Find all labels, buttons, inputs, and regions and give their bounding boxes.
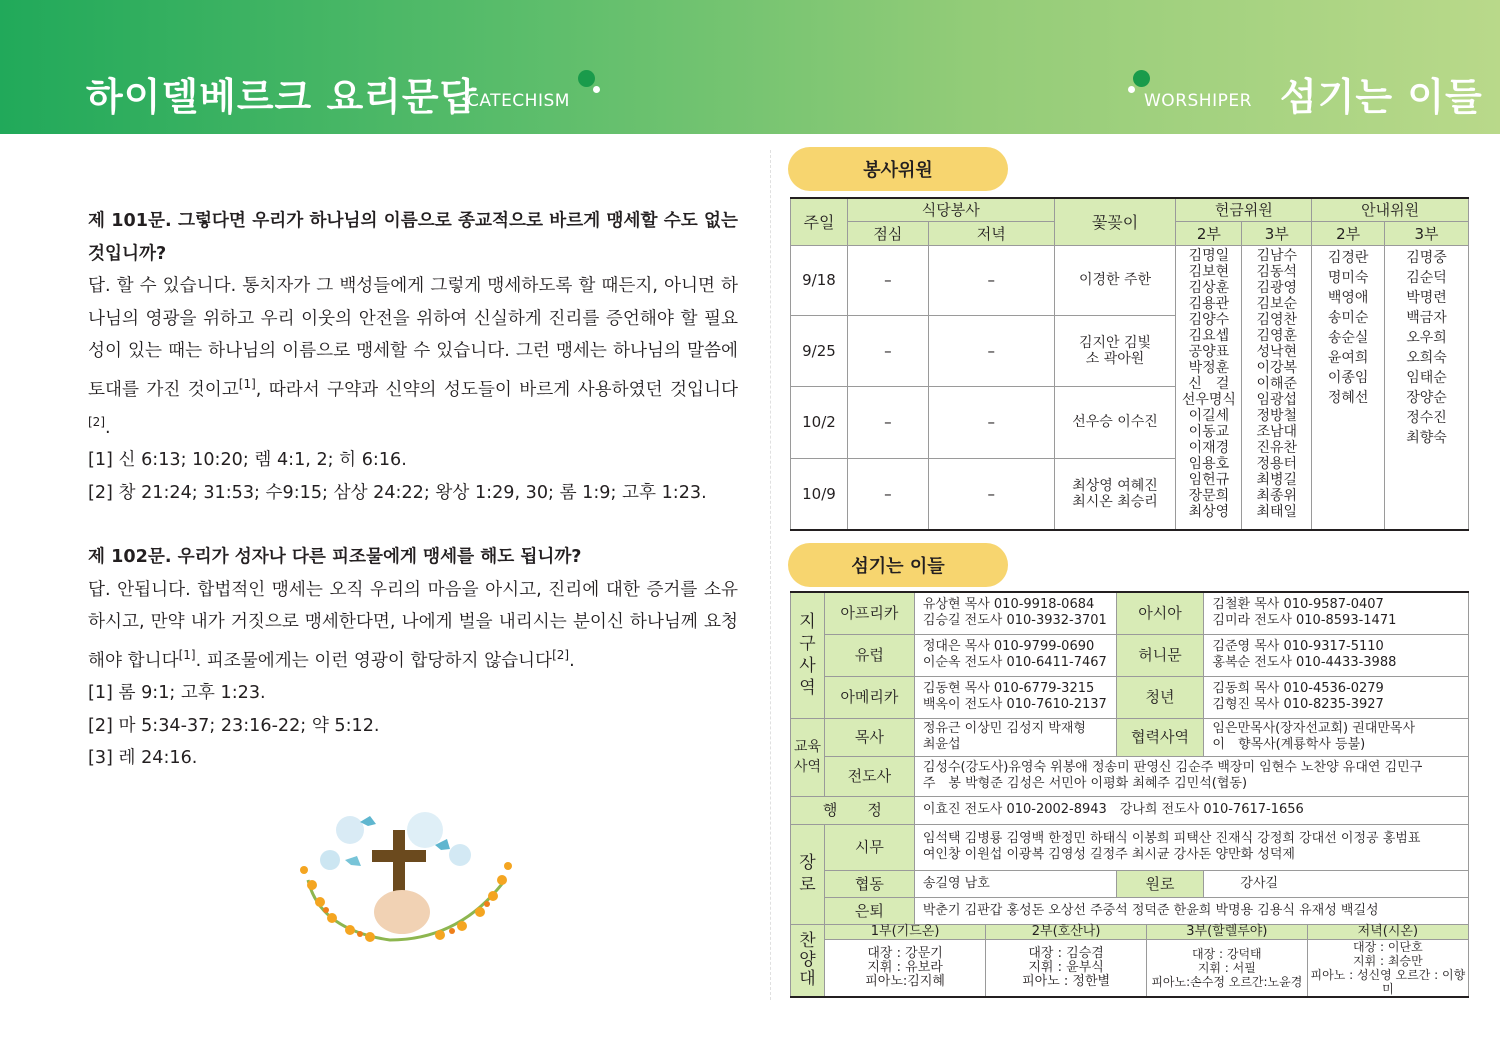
col-offering: 헌금위원	[1176, 198, 1312, 221]
names-line: 김성수(강도사)유영숙 위봉애 정송미 판영신 김순주 백장미 임현수 노찬양 유대연 김민구	[922, 760, 1423, 775]
choir-line: 지휘 : 유보라	[867, 959, 943, 975]
green-dot-decoration	[578, 70, 595, 87]
america-contacts	[914, 676, 1116, 718]
choir-line: 피아노 : 성신영 오르간 : 이향미	[1310, 967, 1466, 996]
worshiper-title: 섬기는 이들	[1280, 75, 1483, 119]
choir-1-staff	[825, 939, 986, 996]
row-date: 10/2	[791, 386, 848, 458]
contact-line: 김동희 목사 010-4536-0279	[1212, 681, 1384, 696]
row-flower: 김지안 김빛소 곽아원	[1054, 315, 1176, 386]
service-table	[790, 197, 1469, 531]
reference-102-1: [1] 롬 9:1; 고후 1:23.	[88, 683, 266, 704]
contact-line: 김준영 목사 010-9317-5110	[1212, 639, 1384, 654]
choir-cell	[824, 924, 1468, 997]
region-america: 아메리카	[824, 676, 914, 718]
row-lunch: –	[847, 386, 928, 458]
contact-line: 김미라 전도사 010-8593-1471	[1212, 613, 1397, 629]
choir-table	[825, 925, 1468, 996]
footnote-marker: [2]	[552, 647, 570, 662]
youth-contacts	[1204, 676, 1469, 718]
row-flower: 최상영 여혜진 최시온 최승리	[1054, 458, 1176, 530]
contact-line: 이순옥 전도사 010-6411-7467	[922, 655, 1107, 670]
answer-101-text: , 따라서 구약과 신약의 성도들이 바르게 사용하였던 것입니다	[255, 379, 739, 400]
row-flower: 이경한 주한	[1054, 245, 1176, 315]
page-header	[0, 0, 1500, 134]
white-dot-decoration	[593, 86, 600, 93]
role-senior-elder: 원로	[1116, 870, 1204, 897]
contact-line: 김동현 목사 010-6779-3215	[922, 681, 1095, 696]
role-admin: 행 정	[791, 796, 915, 824]
choir-line: 지휘 : 최승만	[1353, 953, 1423, 968]
workers-heading: 섬기는 이들	[788, 543, 1008, 587]
choir-line: 지휘 : 서필	[1197, 960, 1256, 975]
row-dinner: –	[928, 315, 1054, 386]
assoc-elder-names: 송길영 남호	[914, 870, 1116, 897]
role-cooperation: 협력사역	[1116, 718, 1204, 756]
green-dot-decoration	[1133, 70, 1150, 87]
question-102: 제 102문. 우리가 성자나 다른 피조물에게 맹세를 해도 됩니까?	[88, 547, 582, 568]
answer-101-text: 답. 할 수 있습니다. 통치자가 그 백성들에게 그렇게 맹세하도록 할 때든지, 아니면 하나님의 영광을 위하고 우리 이웃의 안전을 위하여 신실하게 진리를 증언해야 할 필요성이 있는 때는 하나님의 이름으로 맹세할 수 있습니다. 그런 맹세는 하나님의 말씀에 토대를 가진 것이고	[88, 276, 738, 400]
answer-101	[88, 270, 738, 444]
honeymoon-contacts	[1204, 634, 1469, 676]
col-flower: 꽃꽂이	[1054, 198, 1176, 245]
reference-102-3: [3] 레 24:16.	[88, 748, 198, 769]
region-asia: 아시아	[1116, 592, 1204, 634]
choir-2-name: 2부(호산나)	[986, 925, 1147, 940]
catechism-title: 하이델베르크 요리문답	[86, 75, 478, 119]
catechism-subtitle: CATECHISM	[467, 91, 570, 111]
choir-line: 대장 : 김승겸	[1028, 945, 1104, 961]
cooperation-names	[1204, 718, 1469, 756]
guide-2bu-names: 김경란 명미숙 백영애 송미순 송순실 윤여희 이종임 정혜선	[1312, 245, 1385, 530]
question-101: 제 101문. 그렇다면 우리가 하나님의 이름으로 종교적으로 바르게 맹세할 수도 없는 것입니까?	[88, 211, 738, 264]
admin-names: 이효진 전도사 010-2002-8943 강나희 전도사 010-7617-1656	[914, 796, 1468, 824]
names-line: 여인창 이원섭 이광복 김영성 길정주 최시균 강사돈 양만화 성덕제	[922, 847, 1295, 862]
region-label: 지 구 사 역	[791, 592, 825, 718]
cross-hands-illustration	[290, 800, 520, 950]
choir-line: 피아노 : 정한별	[1022, 973, 1111, 989]
col-guide-3bu: 3부	[1385, 221, 1469, 245]
col-week: 주일	[791, 198, 848, 245]
worshiper-subtitle: WORSHIPER	[1144, 91, 1252, 111]
names-line: 최윤섭	[922, 737, 961, 752]
choir-3-name: 3부(할렐루야)	[1146, 925, 1307, 940]
names-line: 주 봉 박형준 김성은 서민아 이평화 최혜주 김민석(협동)	[922, 776, 1248, 791]
workers-table	[790, 591, 1469, 998]
answer-102	[88, 574, 738, 677]
edu-label: 교육 사역	[791, 718, 825, 796]
row-dinner: –	[928, 458, 1054, 530]
col-offering-3bu: 3부	[1242, 221, 1312, 245]
names-line: 이 향목사(계룡학사 등불)	[1212, 737, 1366, 752]
reference-101-2: [2] 창 21:24; 31:53; 수9:15; 삼상 24:22; 왕상 1:29, 30; 롬 1:9; 고후 1:23.	[88, 482, 707, 503]
col-offering-2bu: 2부	[1176, 221, 1242, 245]
col-guide: 안내위원	[1312, 198, 1469, 221]
contact-line: 김승길 전도사 010-3932-3701	[922, 613, 1107, 629]
contact-line: 김형진 목사 010-8235-3927	[1212, 697, 1384, 712]
active-elder-names	[914, 824, 1468, 870]
choir-line: 대장 : 이단호	[1353, 939, 1423, 954]
col-meal: 식당봉사	[847, 198, 1054, 221]
pastor-names	[914, 718, 1116, 756]
row-lunch: –	[847, 458, 928, 530]
catechism-section	[88, 205, 738, 775]
row-lunch: –	[847, 315, 928, 386]
region-africa: 아프리카	[824, 592, 914, 634]
choir-line: 대장 : 강문기	[867, 945, 943, 961]
choir-line: 피아노:김지혜	[865, 973, 945, 989]
choir-label: 찬 양 대	[791, 924, 825, 997]
row-dinner: –	[928, 245, 1054, 315]
table-row	[791, 245, 1469, 315]
contact-line: 김철환 목사 010-9587-0407	[1212, 597, 1384, 613]
role-pastor: 목사	[824, 718, 914, 756]
col-guide-2bu: 2부	[1312, 221, 1385, 245]
footnote-marker: [1]	[238, 376, 256, 391]
reference-101-1: [1] 신 6:13; 10:20; 렘 4:1, 2; 히 6:16.	[88, 450, 407, 471]
retired-elder-names: 박춘기 김판갑 홍성돈 오상선 주중석 정덕준 한윤희 박명용 김용식 유재성 백길성	[914, 897, 1468, 924]
asia-contacts	[1204, 592, 1469, 634]
role-active-elder: 시무	[824, 824, 914, 870]
contact-line: 백옥이 전도사 010-7610-2137	[922, 697, 1107, 712]
row-date: 10/9	[791, 458, 848, 530]
dove-icon	[345, 856, 361, 866]
role-evangelist: 전도사	[824, 756, 914, 796]
region-honeymoon: 허니문	[1116, 634, 1204, 676]
choir-3-staff	[1146, 939, 1307, 996]
page-divider	[770, 150, 771, 1000]
row-date: 9/25	[791, 315, 848, 386]
role-assoc-elder: 협동	[824, 870, 914, 897]
elder-label: 장 로	[791, 824, 825, 924]
reference-102-2: [2] 마 5:34-37; 23:16-22; 약 5:12.	[88, 715, 380, 736]
choir-2-staff	[986, 939, 1147, 996]
answer-102-text: . 피조물에게는 이런 영광이 합당하지 않습니다	[195, 650, 553, 671]
row-date: 9/18	[791, 245, 848, 315]
europe-contacts	[914, 634, 1116, 676]
region-youth: 청년	[1116, 676, 1204, 718]
col-dinner: 저녁	[928, 221, 1054, 245]
row-dinner: –	[928, 386, 1054, 458]
names-line: 정유근 이상민 김성지 박재형	[922, 721, 1086, 736]
names-line: 임석택 김병룡 김영백 한정민 하태식 이봉희 피택산 진재식 강정희 강대선 이정공 홍범표	[922, 831, 1421, 846]
evangelist-names	[914, 756, 1468, 796]
answer-102-end: .	[569, 650, 575, 671]
white-dot-decoration	[1128, 86, 1135, 93]
choir-4-staff	[1307, 939, 1468, 996]
contact-line: 정대은 목사 010-9799-0690	[922, 639, 1095, 654]
names-line: 임은만목사(장자선교회) 권대만목사	[1212, 721, 1416, 736]
offering-3bu-names: 김남수 김동석 김광영 김보순 김영찬 김영훈 성낙현 이강복 이해준 임광섭 정방철 조남대 진유찬 정용터 최병길 최종위 최태일	[1242, 245, 1312, 530]
service-heading: 봉사위원	[788, 147, 1008, 191]
offering-2bu-names: 김명일 김보현 김상훈 김용관 김양수 김요셉 공양표 박정훈 신 걸 선우명식 이길세 이동교 이재경 임용호 임헌규 장문희 최상영	[1176, 245, 1242, 530]
col-lunch: 점심	[847, 221, 928, 245]
row-flower: 선우승 이수진	[1054, 386, 1176, 458]
answer-101-end: .	[105, 417, 111, 438]
row-lunch: –	[847, 245, 928, 315]
choir-line: 지휘 : 윤부식	[1028, 959, 1104, 975]
senior-elder-names: 강사길	[1204, 870, 1469, 897]
choir-4-name: 저녁(시온)	[1307, 925, 1468, 940]
choir-line: 피아노:손수정 오르간:노윤경	[1151, 974, 1303, 989]
region-europe: 유럽	[824, 634, 914, 676]
choir-1-name: 1부(기드온)	[825, 925, 986, 940]
role-retired-elder: 은퇴	[824, 897, 914, 924]
contact-line: 유상현 목사 010-9918-0684	[922, 597, 1095, 613]
contact-line: 홍복순 전도사 010-4433-3988	[1212, 655, 1397, 670]
footnote-marker: [1]	[178, 647, 196, 662]
choir-line: 대장 : 강덕태	[1192, 946, 1262, 961]
africa-contacts	[914, 592, 1116, 634]
guide-3bu-names: 김명중 김순덕 박명련 백금자 오우희 오희숙 임태순 장양순 정수진 최향숙	[1385, 245, 1469, 530]
footnote-marker: [2]	[88, 414, 105, 429]
answer-102-text: 답. 안됩니다. 합법적인 맹세는 오직 우리의 마음을 아시고, 진리에 대한 증거를 소유하시고, 만약 내가 거짓으로 맹세한다면, 나에게 벌을 내리시는 분이신 하나님께 요청해야 합니다	[88, 579, 738, 671]
